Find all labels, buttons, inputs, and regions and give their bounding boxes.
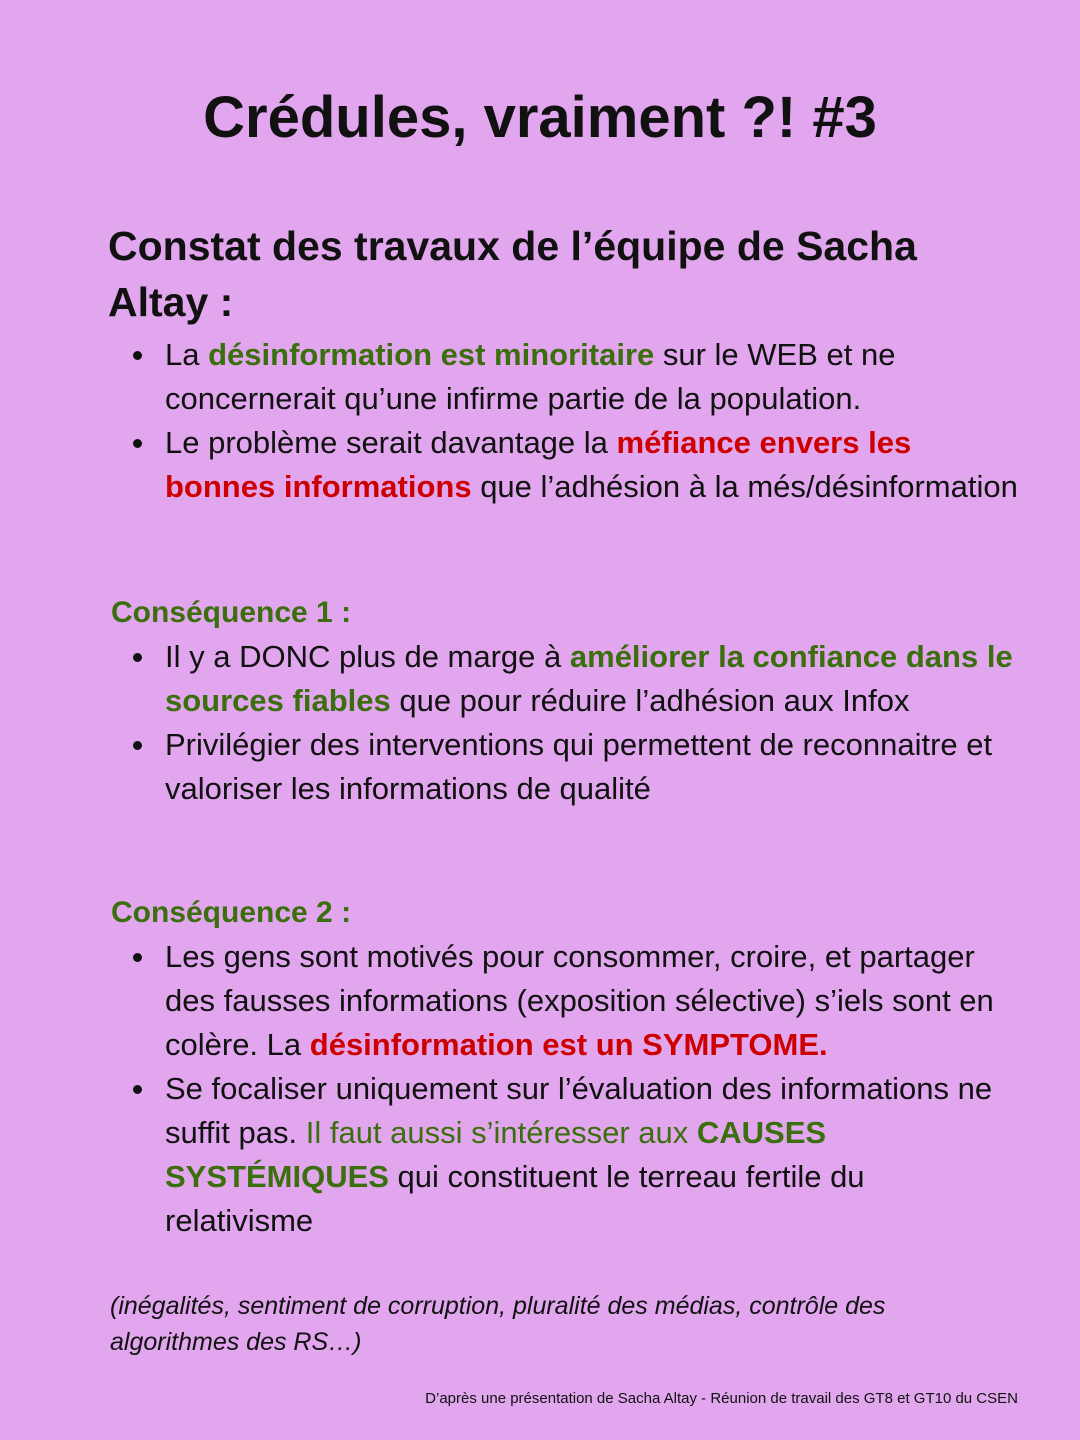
text: sur le WEB et ne concernerait qu’une infirme partie de la population. — [165, 337, 896, 416]
list-item — [108, 935, 1018, 1067]
highlight-green: améliorer la confiance dans le sources fiables — [165, 639, 1013, 718]
highlight-red: désinformation est un SYMPTOME. — [309, 1027, 828, 1062]
text: Privilégier des interventions qui permettent de reconnaitre et valoriser les informations de qualité — [165, 727, 993, 806]
page-title: Crédules, vraiment ?! #3 — [203, 85, 877, 150]
highlight-green-text: Il faut aussi s’intéresser aux — [305, 1115, 697, 1150]
list-item — [108, 421, 1018, 509]
constat-section — [108, 333, 1018, 509]
consequence-1-section — [108, 591, 1018, 811]
highlight-red: méfiance envers les bonnes informations — [165, 425, 912, 504]
list-item — [108, 635, 1018, 723]
footnote: (inégalités, sentiment de corruption, pluralité des médias, contrôle des algorithmes des RS…) — [110, 1292, 886, 1356]
text: Se focaliser uniquement sur l’évaluation des informations ne suffit pas. — [165, 1071, 993, 1150]
text: que pour réduire l’adhésion aux Infox — [390, 683, 910, 718]
list-item — [108, 333, 1018, 421]
highlight-green: CAUSES SYSTÉMIQUES — [165, 1115, 827, 1194]
consequence-2-section — [108, 891, 1018, 1243]
consequence-2-label: Conséquence 2 : — [111, 896, 352, 929]
text: qui constituent le terreau fertile du relativisme — [165, 1159, 865, 1238]
highlight-green: désinformation est minoritaire — [208, 337, 655, 372]
text: La — [165, 337, 209, 372]
consequence-1-label: Conséquence 1 : — [111, 596, 352, 629]
text: Les gens sont motivés pour consommer, croire, et partager des fausses informations (exposition sélective) s’iels sont en colère. La — [165, 939, 994, 1062]
text: Il y a DONC plus de marge à — [165, 639, 570, 674]
section-heading: Constat des travaux de l’équipe de Sacha Altay : — [108, 223, 917, 325]
text: Le problème serait davantage la — [165, 425, 617, 460]
list-item — [108, 1067, 1018, 1243]
list-item — [108, 723, 1018, 811]
text: que l’adhésion à la més/désinformation — [471, 469, 1018, 504]
credit-line: D’après une présentation de Sacha Altay - Réunion de travail des GT8 et GT10 du CSEN — [425, 1390, 1018, 1407]
